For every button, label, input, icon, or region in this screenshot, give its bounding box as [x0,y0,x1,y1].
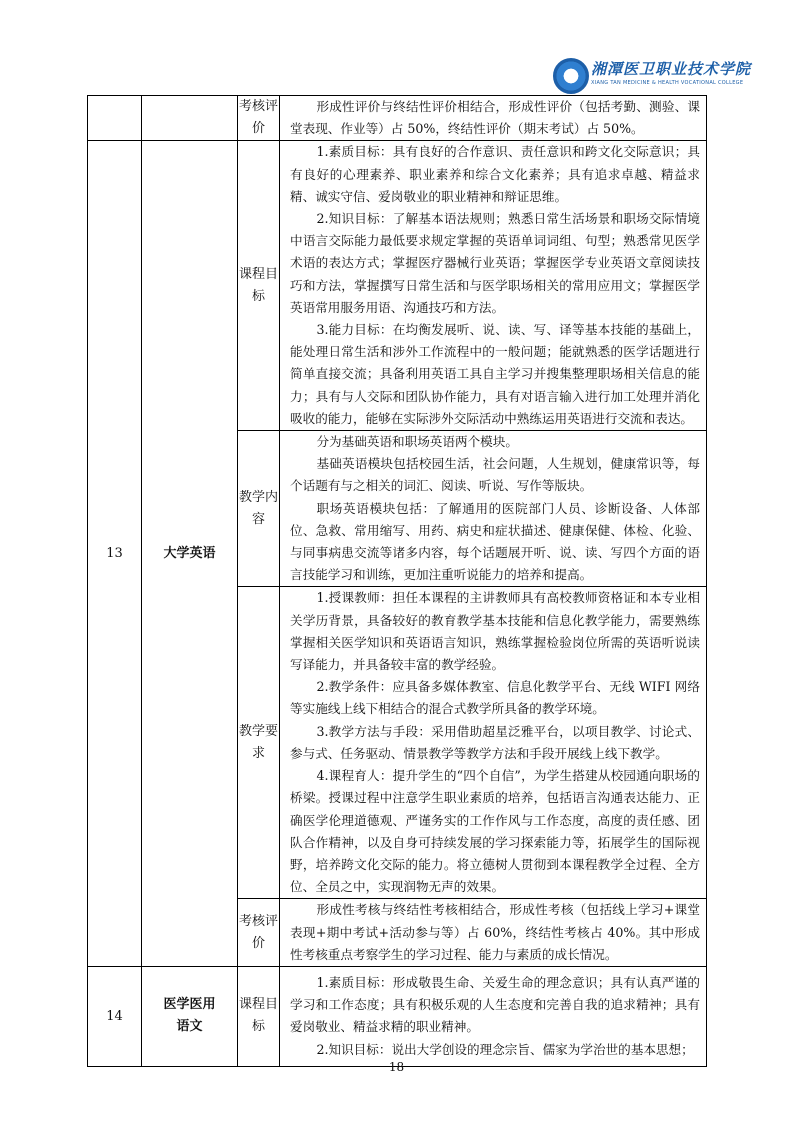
paragraph: 2.知识目标：了解基本语法规则；熟悉日常生活场景和职场交际情境中语言交际能力最低要求规定掌握的英语单词词组、句型；熟悉常见医学术语的表达方式；掌握医疗器械行业英语；掌握医学专业英语文章阅读技巧和方法，掌握撰写日常生活和与医学职场相关的常用应用文；掌握医学英语常用服务用语、沟通技巧和方法。 [290,211,700,315]
row-label: 教学内容 [238,431,280,587]
paragraph: 形成性评价与终结性评价相结合，形成性评价（包括考勤、测验、课堂表现、作业等）占 50%，终结性评价（期末考试）占 50%。 [290,99,700,137]
row-label: 考核评价 [238,899,280,967]
paragraph: 2.教学条件：应具备多媒体教室、信息化教学平台、无线 WIFI 网络等实施线上线下相结合的混合式教学所具备的教学环境。 [290,679,700,717]
table-row [88,966,707,1066]
paragraph: 分为基础英语和职场英语两个模块。 [316,434,518,450]
table-row [88,141,707,431]
paragraph: 1.授课教师：担任本课程的主讲教师具有高校教师资格证和本专业相关学历背景，具备较好的教育教学基本技能和信息化教学能力，需要熟练掌握相关医学知识和英语语言知识，熟练掌握检验岗位所需的英语听说读写译能力，并具备较丰富的教学经验。 [290,590,700,673]
paragraph: 职场英语模块包括：了解通用的医院部门人员、诊断设备、人体部位、急救、常用缩写、用药、病史和症状描述、健康保健、体检、化验、与同事病患交流等诸多内容，每个话题展开听、说、读、写四个方面的语言技能学习和训练，更加注重听说能力的培养和提高。 [290,500,700,583]
logo-english-name: XIANG TAN MEDICINE & HEALTH VOCATIONAL COLLEGE [591,80,744,86]
row-label: 课程目标 [238,141,280,431]
paragraph: 形成性考核与终结性考核相结合，形成性考核（包括线上学习+课堂表现+期中考试+活动参与等）占 60%，终结性考核占 40%。其中形成性考核重点考察学生的学习过程、能力与素质的成长情况。 [290,902,700,962]
page-number: 18 [388,1060,405,1074]
row-content [280,587,707,899]
course-name-cell: 大学英语 [142,141,238,967]
paragraph: 3.教学方法与手段：采用借助超星泛雅平台，以项目教学、讨论式、参与式、任务驱动、情景教学等教学方法和手段开展线上线下教学。 [290,723,700,761]
table-row [88,96,707,141]
curriculum-table [87,95,707,1067]
college-emblem-icon [553,58,589,94]
course-name-cell [142,966,238,1066]
paragraph: 1.素质目标：具有良好的合作意识、责任意识和跨文化交际意识；具有良好的心理素养、职业素养和综合文化素养；具有追求卓越、精益求精、诚实守信、爱岗敬业的职业精神和辩证思维。 [290,144,700,204]
row-label: 课程目标 [238,966,280,1066]
college-logo [553,58,753,94]
row-content [280,431,707,587]
paragraph: 4.课程育人：提升学生的“四个自信”，为学生搭建从校园通向职场的桥梁。授课过程中注意学生职业素质的培养，包括语言沟通表达能力、正确医学伦理道德观、严谨务实的工作作风与工作态度，高度的责任感、团队合作精神，以及自身可持续发展的学习探索能力等，拓展学生的国际视野，培养跨文化交际的能力。将立德树人贯彻到本课程教学全过程、全方位、全员之中，实现润物无声的效果。 [290,768,700,895]
row-content [280,141,707,431]
course-name-cell [142,96,238,141]
row-content [280,96,707,141]
course-number-cell [88,96,142,141]
paragraph: 1.素质目标：形成敬畏生命、关爱生命的理念意识；具有认真严谨的学习和工作态度；具有积极乐观的人生态度和完善自我的追求精神；具有爱岗敬业、精益求精的职业精神。 [290,975,700,1035]
paragraph: 基础英语模块包括校园生活，社会问题，人生规划，健康常识等，每个话题有与之相关的词汇、阅读、听说、写作等版块。 [290,456,700,494]
row-content [280,899,707,967]
row-label: 教学要求 [238,587,280,899]
course-name-line: 医学医用 [163,997,216,1013]
paragraph: 3.能力目标：在均衡发展听、说、读、写、译等基本技能的基础上，能处理日常生活和涉外工作流程中的一般问题；能就熟悉的医学话题进行简单直接交流；具备利用英语工具自主学习并搜集整理职场相关信息的能力；具有与人交际和团队协作能力，具有对语言输入进行加工处理并消化吸收的能力，能够在实际涉外交际活动中熟练运用英语进行交流和表达。 [290,322,700,426]
paragraph: 2.知识目标：说出大学创设的理念宗旨、儒家为学治世的基本思想； [316,1041,694,1057]
row-content [280,966,707,1066]
course-number-cell: 13 [88,141,142,967]
course-number-cell: 14 [88,966,142,1066]
course-name-line: 语文 [176,1019,203,1035]
row-label: 考核评价 [238,96,280,141]
logo-chinese-name: 湘潭医卫职业技术学院 [591,60,752,78]
